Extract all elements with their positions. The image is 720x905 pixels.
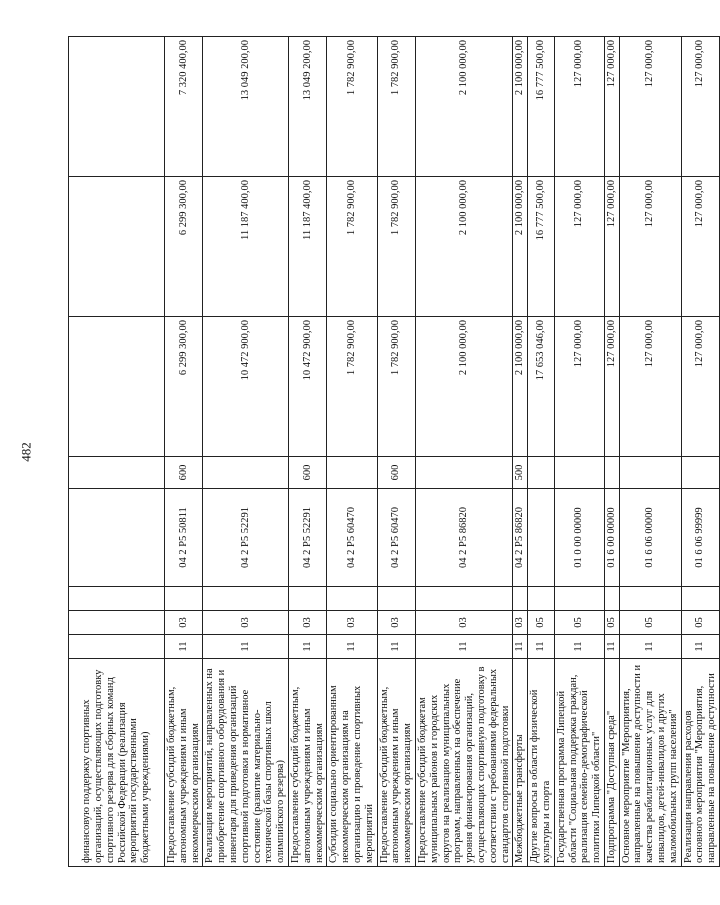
row-subsection (165, 587, 203, 611)
row-amount-2: 16 777 500,00 (528, 177, 555, 317)
row-ministry: 11 (288, 635, 326, 659)
row-section: 05 (619, 611, 681, 635)
row-name: Основное мероприятие "Мероприятия, направленные на повышение доступности и качества реабилитационных услуг для инвалидов, детей-инвалидов и других маломобильных групп населения" (619, 659, 681, 867)
row-amount-2: 127 000,00 (604, 177, 619, 317)
row-article: 01 6 06 99999 (681, 489, 719, 587)
row-name: Другие вопросы в области физической культуры и спорта (528, 659, 555, 867)
row-amount-1: 17 653 046,00 (528, 317, 555, 457)
row-amount-3: 127 000,00 (604, 37, 619, 177)
row-name: Предоставление субсидий бюджетам муниципальных районов и городских округов на реализацию муниципальных программ, направленных на обеспечение уровня финансирования организаций, осуществляющих спортивную подготовку в соответствии с требованиями федеральных стандартов спортивной подготовки (415, 659, 512, 867)
row-amount-2: 1 782 900,00 (327, 177, 377, 317)
row-amount-3: 1 782 900,00 (327, 37, 377, 177)
row-subsection (327, 587, 377, 611)
row-expense-type: 600 (165, 457, 203, 489)
row-expense-type: 600 (288, 457, 326, 489)
row-amount-1: 127 000,00 (681, 317, 719, 457)
row-amount-2: 6 299 300,00 (165, 177, 203, 317)
row-subsection (681, 587, 719, 611)
row-subsection (288, 587, 326, 611)
table-row (528, 37, 555, 867)
row-article: 04 2 P5 50811 (165, 489, 203, 587)
row-amount-1: 127 000,00 (604, 317, 619, 457)
row-section: 03 (513, 611, 528, 635)
row-article: 04 2 P5 86820 (415, 489, 512, 587)
row-amount-3: 7 320 400,00 (165, 37, 203, 177)
table-row (415, 37, 512, 867)
row-section: 03 (327, 611, 377, 635)
row-amount-1: 2 100 000,00 (513, 317, 528, 457)
row-amount-2: 127 000,00 (554, 177, 604, 317)
row-amount-1: 10 472 900,00 (288, 317, 326, 457)
row-amount-2: 11 187 400,00 (288, 177, 326, 317)
row-ministry: 11 (513, 635, 528, 659)
row-subsection (619, 587, 681, 611)
row-name: Предоставление субсидий бюджетным, автономным учреждениям и иным некоммерческим организациям (288, 659, 326, 867)
row-amount-2: 2 100 000,00 (415, 177, 512, 317)
row-amount-1 (69, 317, 165, 457)
row-amount-3: 127 000,00 (681, 37, 719, 177)
table-row (377, 37, 415, 867)
row-expense-type (619, 457, 681, 489)
row-article: 01 0 00 00000 (554, 489, 604, 587)
row-name: Предоставление субсидий бюджетным, автономным учреждениям и иным некоммерческим организациям (165, 659, 203, 867)
row-expense-type (327, 457, 377, 489)
row-ministry: 11 (203, 635, 289, 659)
table-row (69, 37, 165, 867)
row-ministry: 11 (415, 635, 512, 659)
table-row (554, 37, 604, 867)
row-subsection (513, 587, 528, 611)
row-article: 01 6 06 00000 (619, 489, 681, 587)
row-expense-type (415, 457, 512, 489)
budget-table (68, 36, 720, 867)
row-amount-3: 1 782 900,00 (377, 37, 415, 177)
row-amount-3: 127 000,00 (554, 37, 604, 177)
row-section: 05 (681, 611, 719, 635)
row-expense-type (528, 457, 555, 489)
row-amount-3: 13 049 200,00 (203, 37, 289, 177)
row-article (69, 489, 165, 587)
row-article: 04 2 P5 52291 (288, 489, 326, 587)
row-amount-1: 2 100 000,00 (415, 317, 512, 457)
row-ministry: 11 (604, 635, 619, 659)
row-article: 04 2 P5 52291 (203, 489, 289, 587)
row-name: Предоставление субсидий бюджетным, автономным учреждениям и иным некоммерческим организациям (377, 659, 415, 867)
row-ministry: 11 (165, 635, 203, 659)
row-ministry: 11 (528, 635, 555, 659)
table-row (288, 37, 326, 867)
row-amount-2: 2 100 000,00 (513, 177, 528, 317)
budget-sheet (68, 37, 718, 867)
row-section: 03 (165, 611, 203, 635)
row-name: финансовую поддержку спортивных организаций, осуществляющих подготовку спортивного резерва для сборных команд Российской Федерации (реализация мероприятий государственными бюджетными учреждениями) (69, 659, 165, 867)
row-amount-3: 127 000,00 (619, 37, 681, 177)
row-expense-type (203, 457, 289, 489)
row-amount-3: 2 100 000,00 (415, 37, 512, 177)
row-amount-2: 11 187 400,00 (203, 177, 289, 317)
row-subsection (528, 587, 555, 611)
row-article (528, 489, 555, 587)
row-amount-3: 16 777 500,00 (528, 37, 555, 177)
row-ministry: 11 (377, 635, 415, 659)
row-section: 05 (604, 611, 619, 635)
row-amount-3 (69, 37, 165, 177)
table-row (165, 37, 203, 867)
row-ministry (69, 635, 165, 659)
table-row (513, 37, 528, 867)
row-expense-type: 600 (377, 457, 415, 489)
row-section: 03 (288, 611, 326, 635)
row-subsection (604, 587, 619, 611)
row-amount-3: 2 100 000,00 (513, 37, 528, 177)
row-ministry: 11 (327, 635, 377, 659)
row-amount-2: 127 000,00 (681, 177, 719, 317)
table-row (619, 37, 681, 867)
row-section: 05 (528, 611, 555, 635)
row-amount-2 (69, 177, 165, 317)
row-section: 05 (554, 611, 604, 635)
table-row (681, 37, 719, 867)
row-amount-1: 127 000,00 (619, 317, 681, 457)
row-expense-type (554, 457, 604, 489)
row-subsection (554, 587, 604, 611)
row-section (69, 611, 165, 635)
row-ministry: 11 (681, 635, 719, 659)
row-subsection (203, 587, 289, 611)
row-section: 03 (377, 611, 415, 635)
row-name: Реализация мероприятий, направленных на приобретение спортивного оборудования и инвентаря для приведения организаций спортивной подготовки в нормативное состояние (развитие материально-технической базы спортивных школ олимпийского резерва) (203, 659, 289, 867)
row-amount-1: 1 782 900,00 (327, 317, 377, 457)
row-amount-3: 13 049 200,00 (288, 37, 326, 177)
row-section: 03 (415, 611, 512, 635)
row-ministry: 11 (619, 635, 681, 659)
row-amount-1: 6 299 300,00 (165, 317, 203, 457)
row-name: Государственная программа Липецкой области "Социальная поддержка граждан, реализация семейно-демографической политики Липецкой области" (554, 659, 604, 867)
row-expense-type (681, 457, 719, 489)
row-name: Субсидии социально ориентированным некоммерческим организациям на организацию и проведение спортивных мероприятий (327, 659, 377, 867)
row-section: 03 (203, 611, 289, 635)
row-amount-1: 10 472 900,00 (203, 317, 289, 457)
row-expense-type (604, 457, 619, 489)
page-number: 482 (18, 442, 34, 462)
row-name: Реализация направления расходов основного мероприятия "Мероприятия, направленные на повышение доступности (681, 659, 719, 867)
row-article: 04 2 P5 60470 (327, 489, 377, 587)
row-subsection (415, 587, 512, 611)
row-amount-1: 1 782 900,00 (377, 317, 415, 457)
table-row (604, 37, 619, 867)
row-subsection (69, 587, 165, 611)
table-row (327, 37, 377, 867)
row-amount-2: 127 000,00 (619, 177, 681, 317)
row-amount-2: 1 782 900,00 (377, 177, 415, 317)
row-amount-1: 127 000,00 (554, 317, 604, 457)
row-expense-type (69, 457, 165, 489)
row-article: 01 6 00 00000 (604, 489, 619, 587)
table-row (203, 37, 289, 867)
row-name: Подпрограмма "Доступная среда" (604, 659, 619, 867)
row-expense-type: 500 (513, 457, 528, 489)
row-article: 04 2 P5 86820 (513, 489, 528, 587)
row-ministry: 11 (554, 635, 604, 659)
row-name: Межбюджетные трансферты (513, 659, 528, 867)
row-subsection (377, 587, 415, 611)
row-article: 04 2 P5 60470 (377, 489, 415, 587)
